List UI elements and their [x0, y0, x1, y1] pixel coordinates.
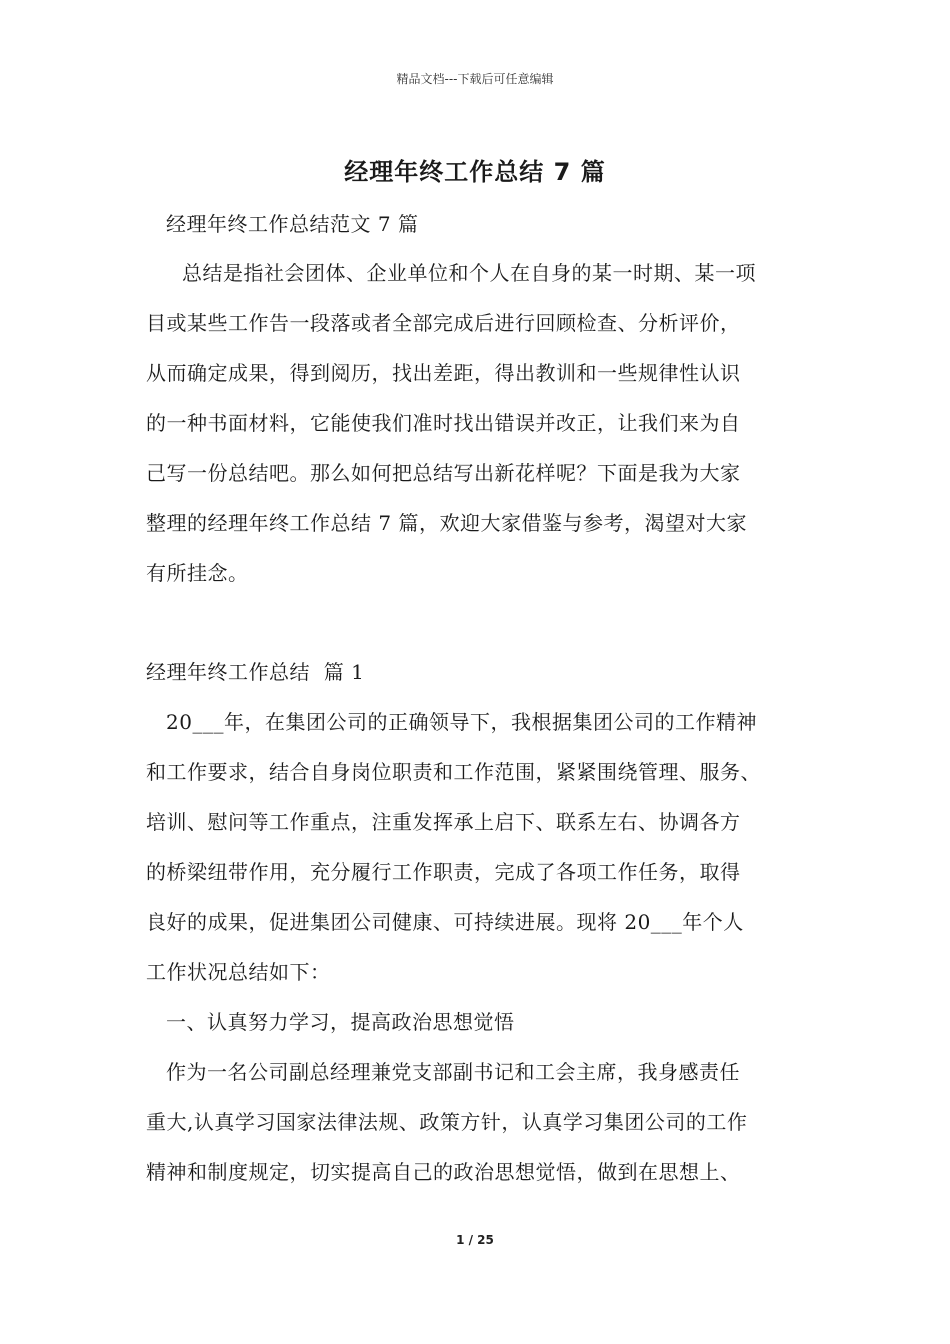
intro-line: 目或某些工作告一段落或者全部完成后进行回顾检查、分析评价， [146, 311, 741, 335]
subheading-study: 一、认真努力学习，提高政治思想觉悟 [166, 1010, 515, 1034]
intro-line: 总结是指社会团体、企业单位和个人在自身的某一时期、某一项 [182, 261, 756, 285]
document-title: 经理年终工作总结 7 篇 [344, 158, 606, 186]
section-heading: 经理年终工作总结 篇 1 [146, 660, 365, 684]
body-line: 20___年，在集团公司的正确领导下，我根据集团公司的工作精神 [166, 710, 757, 734]
intro-line: 从而确定成果，得到阅历，找出差距，得出教训和一些规律性认识 [146, 361, 741, 385]
body-line: 和工作要求，结合自身岗位职责和工作范围，紧紧围绕管理、服务、 [146, 760, 761, 784]
body-line: 良好的成果，促进集团公司健康、可持续进展。现将 20___年个人 [146, 910, 744, 934]
intro-line: 整理的经理年终工作总结 7 篇，欢迎大家借鉴与参考，渴望对大家 [146, 511, 747, 535]
body-line: 的桥梁纽带作用，充分履行工作职责，完成了各项工作任务，取得 [146, 860, 741, 884]
intro-line: 有所挂念。 [146, 561, 249, 585]
body2-line: 重大,认真学习国家法律法规、政策方针，认真学习集团公司的工作 [146, 1110, 748, 1134]
body-line: 培训、慰问等工作重点，注重发挥承上启下、联系左右、协调各方 [146, 810, 741, 834]
document-subtitle: 经理年终工作总结范文 7 篇 [166, 212, 419, 236]
body2-line: 精神和制度规定，切实提高自己的政治思想觉悟，做到在思想上、 [146, 1160, 741, 1184]
intro-line: 的一种书面材料，它能使我们准时找出错误并改正，让我们来为自 [146, 411, 741, 435]
page-header-note: 精品文档---下载后可任意编辑 [396, 72, 554, 86]
page-number: 1 / 25 [456, 1233, 494, 1247]
body2-line: 作为一名公司副总经理兼党支部副书记和工会主席，我身感责任 [166, 1060, 740, 1084]
intro-line: 己写一份总结吧。那么如何把总结写出新花样呢？下面是我为大家 [146, 461, 741, 485]
body-line: 工作状况总结如下： [146, 960, 331, 984]
